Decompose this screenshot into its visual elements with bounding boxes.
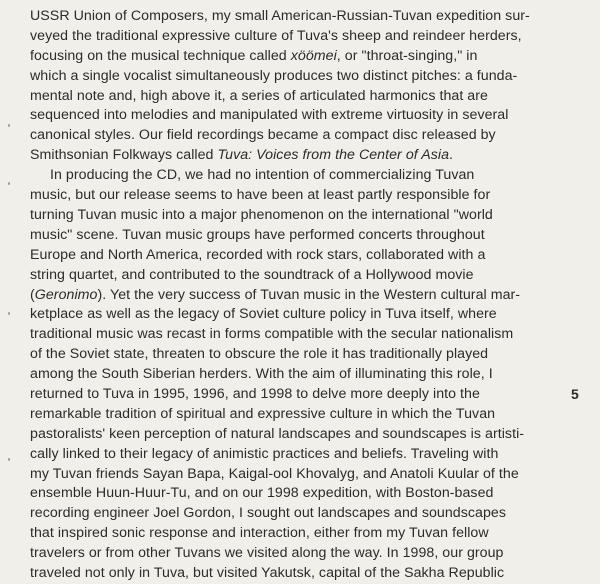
italic-title: Tuva: Voices from the Center of Asia (217, 147, 450, 164)
text-segment: ( (30, 286, 35, 303)
margin-mark (8, 182, 10, 185)
text-line: Europe and North America, recorded with rock stars, collaborated with a (30, 246, 486, 263)
text-line: my Tuvan friends Sayan Bapa, Kaigal-ool Khovalyg, and Anatoli Kuular of the (30, 465, 519, 482)
text-line: ensemble Huun-Huur-Tu, and on our 1998 expedition, with Boston-based (30, 485, 494, 502)
text-line: turning Tuvan music into a major phenomenon on the international "world (30, 206, 493, 223)
text-segment: focusing on the musical technique called (30, 47, 291, 64)
text-line: that inspired sonic response and interaction, either from my Tuvan fellow (30, 525, 489, 542)
text-line: veyed the traditional expressive culture of Tuva's sheep and reindeer herders, (30, 27, 522, 44)
text-line: music, but our release seems to have been at least partly responsible for (30, 187, 491, 204)
text-segment: Smithsonian Folkways called (30, 147, 218, 164)
text-line: among the South Siberian herders. With the aim of illuminating this role, I (30, 366, 493, 383)
text-line: recording engineer Joel Gordon, I sought out landscapes and soundscapes (30, 505, 506, 522)
text-line: In producing the CD, we had no intention of commercializing Tuvan (50, 167, 475, 184)
text-line: traveled not only in Tuva, but visited Yakutsk, capital of the Sakha Republic (30, 565, 505, 581)
text-line (30, 285, 520, 306)
text-line: cally linked to their legacy of animistic practices and beliefs. Traveling with (30, 445, 499, 462)
text-line (30, 145, 453, 166)
italic-term: xöömei (290, 47, 337, 64)
margin-mark (8, 458, 10, 461)
text-line: which a single vocalist simultaneously produces two distinct pitches: a funda- (30, 67, 518, 84)
text-segment: , or "throat-singing," in (336, 47, 478, 64)
text-line: of the Soviet state, threaten to obscure the role it has traditionally played (30, 346, 489, 363)
text-line: returned to Tuva in 1995, 1996, and 1998 to delve more deeply into the (30, 385, 480, 402)
italic-title: Geronimo (34, 286, 98, 303)
text-line: traditional music was recast in forms compatible with the secular nationalism (30, 326, 514, 343)
text-line: remarkable tradition of spiritual and expressive culture in which the Tuvan (30, 405, 496, 422)
text-line: travelers or from other Tuvans we visited along the way. In 1998, our group (30, 545, 504, 562)
text-line: ketplace as well as the legacy of Soviet culture policy in Tuva itself, where (30, 306, 497, 323)
text-segment: ). Yet the very success of Tuvan music in the Western cultural mar- (97, 286, 521, 303)
page-number: 5 (571, 386, 579, 402)
text-line: mental note and, high above it, a series of articulated harmonics that are (30, 87, 488, 104)
text-line: sequenced into melodies and manipulated with extreme virtuosity in several (30, 107, 509, 124)
margin-mark (8, 124, 10, 127)
margin-mark (8, 312, 10, 315)
text-line: USSR Union of Composers, my small American-Russian-Tuvan expedition sur- (30, 8, 530, 24)
text-line: string quartet, and contributed to the soundtrack of a Hollywood movie (30, 266, 474, 283)
text-line: canonical styles. Our field recordings became a compact disc released by (30, 127, 496, 144)
text-line (30, 46, 477, 67)
text-segment: . (449, 147, 454, 164)
text-line: pastoralists' keen perception of natural landscapes and soundscapes is artisti- (30, 425, 525, 442)
text-line: music" scene. Tuvan music groups have performed concerts throughout (30, 226, 485, 243)
